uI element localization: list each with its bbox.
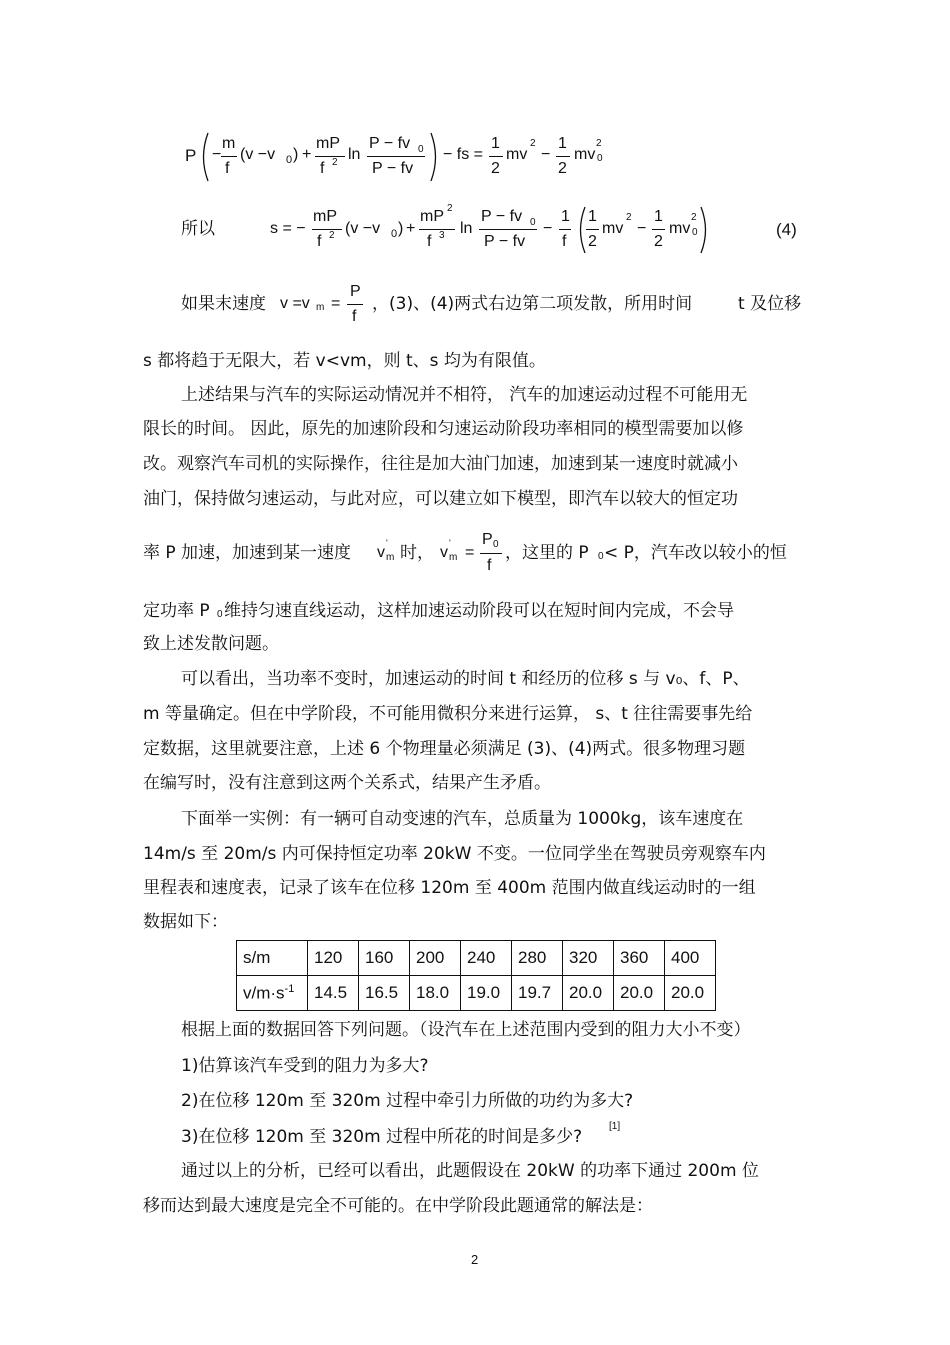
- table-cell: 19.7: [512, 976, 563, 1011]
- citation-ref: [1]: [609, 1121, 621, 1132]
- table-cell: 320: [563, 941, 614, 976]
- table-header-cell: s/m: [237, 941, 308, 976]
- table-cell: 19.0: [461, 976, 512, 1011]
- table-cell: 18.0: [410, 976, 461, 1011]
- table-cell: 14.5: [308, 976, 359, 1011]
- table-header-cell: $v/m\cdot s^{-1}$: [237, 976, 308, 1011]
- table-cell: 360: [614, 941, 665, 976]
- right-paren-large: [428, 131, 442, 183]
- table-cell: 20.0: [614, 976, 665, 1011]
- table-cell: 280: [512, 941, 563, 976]
- table-row: [237, 941, 716, 976]
- data-table: [236, 940, 716, 1011]
- table-cell: 20.0: [563, 976, 614, 1011]
- table-cell: 200: [410, 941, 461, 976]
- table-cell: 20.0: [665, 976, 716, 1011]
- left-paren-large: [197, 131, 211, 183]
- table-cell: 120: [308, 941, 359, 976]
- table-row: [237, 976, 716, 1011]
- left-paren-large: [574, 205, 588, 255]
- page-number: 2: [471, 1252, 479, 1267]
- table-cell: 160: [359, 941, 410, 976]
- table-cell: 240: [461, 941, 512, 976]
- table-cell: 400: [665, 941, 716, 976]
- table-cell: 16.5: [359, 976, 410, 1011]
- right-paren-large: [698, 205, 712, 255]
